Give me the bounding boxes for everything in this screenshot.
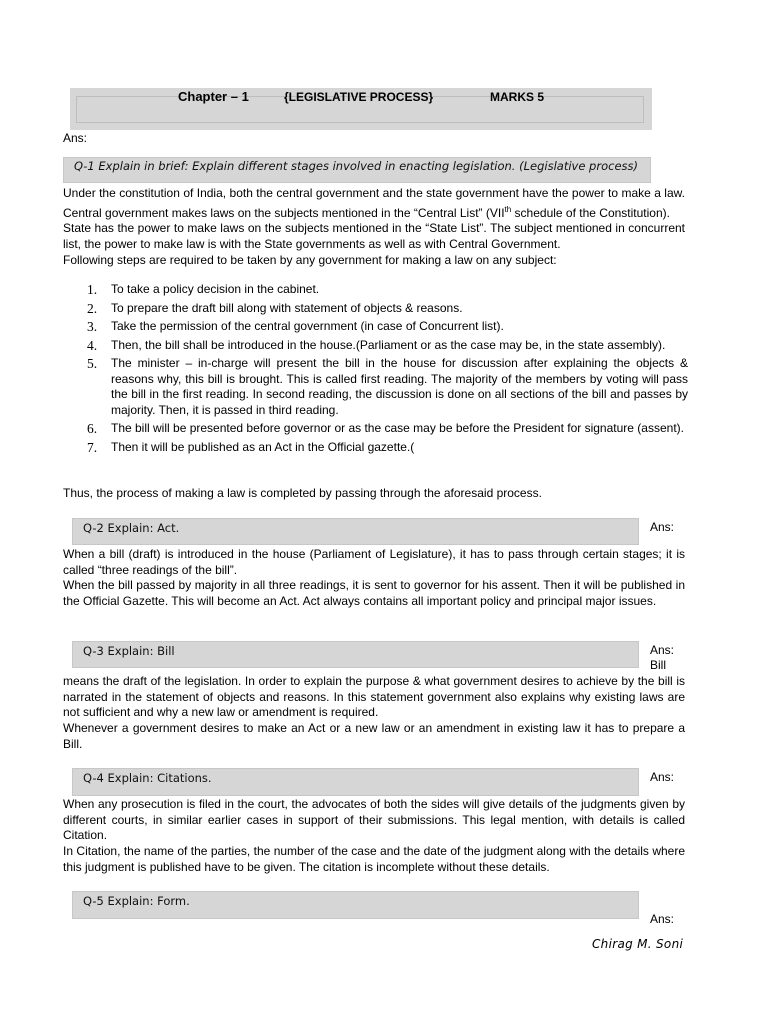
step-text: Then it will be published as an Act in the Official gazette.( bbox=[111, 439, 415, 454]
question-4-text: Q-4 Explain: Citations. bbox=[83, 771, 212, 785]
answer-paragraph: State has the power to make laws on the subjects mentioned in the “State List”. The subject mentioned in concurrent list, the power to make law is with the State governments as well as with Central Government. bbox=[63, 221, 685, 252]
question-1-answer bbox=[63, 186, 685, 269]
answer-paragraph: Following steps are required to be taken by any government for making a law on any subject: bbox=[63, 252, 557, 267]
question-2-answer bbox=[63, 547, 685, 610]
paragraph-text: schedule of the Constitution). bbox=[511, 205, 670, 220]
question-3-text: Q-3 Explain: Bill bbox=[83, 644, 175, 658]
question-2-box bbox=[72, 518, 639, 545]
step-item bbox=[63, 356, 688, 418]
chapter-number: Chapter – 1 bbox=[178, 89, 249, 104]
answer-label: Ans: bbox=[63, 131, 88, 145]
bill-word: Bill bbox=[650, 658, 667, 672]
answer-paragraph: When the bill passed by majority in all three readings, it is sent to governor for his assent. Then it will be published in the Official Gazette. This will become an Act. Act always contains all important policy and principal major issues. bbox=[63, 578, 685, 609]
step-text: To take a policy decision in the cabinet. bbox=[111, 282, 320, 296]
step-number: 4. bbox=[87, 337, 98, 353]
step-number: 2. bbox=[87, 300, 98, 316]
step-number: 3. bbox=[87, 319, 98, 334]
answer-paragraph: In Citation, the name of the parties, the number of the case and the date of the judgment along with the details where this judgment is published have to be given. The citation is incomplete without these details. bbox=[63, 844, 685, 874]
question-3-box bbox=[72, 641, 639, 668]
chapter-topic: {LEGISLATIVE PROCESS} bbox=[284, 90, 434, 104]
question-5-text: Q-5 Explain: Form. bbox=[83, 894, 190, 908]
question-4-answer bbox=[63, 797, 685, 876]
answer-label: Ans: bbox=[650, 912, 675, 926]
question-2-text: Q-2 Explain: Act. bbox=[83, 521, 180, 535]
step-item bbox=[63, 440, 688, 456]
question-5-box bbox=[72, 891, 639, 919]
answer-paragraph: means the draft of the legislation. In order to explain the purpose & what government desires to achieve by the bill is narrated in the statement of objects and reasons. In this statement government also explains why existing laws are not sufficient and why a new law or amendment is required. bbox=[63, 674, 685, 720]
answer-paragraph: When a bill (draft) is introduced in the house (Parliament of Legislature), it has to pass through certain stages; it is called “three readings of the bill”. bbox=[63, 547, 685, 577]
step-text: The minister – in-charge will present the bill in the house for discussion after explaining the objects & reasons why, this bill is brought. This is called first reading. The majority of the members by voting will pass the bill in the first reading. In second reading, the discussion is done on all sections of the bill and passes by majority. Then, it is passed in third reading. bbox=[111, 356, 688, 417]
answer-label: Ans: bbox=[650, 643, 675, 657]
step-item bbox=[63, 282, 688, 298]
step-text: Then, the bill shall be introduced in the house.(Parliament or as the case may be, in the state assembly). bbox=[111, 337, 666, 352]
question-3-answer bbox=[63, 674, 685, 753]
step-item bbox=[63, 338, 688, 354]
step-text: Take the permission of the central government (in case of Concurrent list). bbox=[111, 319, 504, 333]
conclusion-text: Thus, the process of making a law is completed by passing through the aforesaid process. bbox=[63, 486, 542, 500]
step-text: To prepare the draft bill along with statement of objects & reasons. bbox=[111, 300, 463, 315]
paragraph-text: Under the constitution of India, both the central government and the state government have the power to make a law. Central government makes laws on the subjects mentioned in the “Central List” (VII bbox=[63, 186, 685, 220]
question-4-box bbox=[72, 768, 639, 796]
answer-label: Ans: bbox=[650, 520, 675, 534]
step-number: 1. bbox=[87, 282, 98, 297]
question-1-conclusion bbox=[63, 486, 685, 502]
step-number: 7. bbox=[87, 439, 98, 455]
author-signature: Chirag M. Soni bbox=[592, 937, 684, 951]
step-number: 6. bbox=[87, 421, 98, 436]
step-item bbox=[63, 319, 688, 335]
step-number: 5. bbox=[87, 356, 98, 371]
answer-paragraph: When any prosecution is filed in the court, the advocates of both the sides will give details of the judgments given by different courts, in similar earlier cases in support of their submissions. This legal mention, with details is called Citation. bbox=[63, 797, 685, 843]
answer-paragraph: Whenever a government desires to make an Act or a new law or an amendment in existing law it has to prepare a Bill. bbox=[63, 721, 685, 751]
question-1-box bbox=[63, 157, 651, 183]
answer-label: Ans: bbox=[650, 770, 675, 784]
legislation-steps-list bbox=[63, 282, 688, 458]
step-text: The bill will be presented before governor or as the case may be before the President for signature (assent). bbox=[111, 421, 684, 435]
chapter-marks: MARKS 5 bbox=[490, 90, 545, 104]
superscript: th bbox=[504, 204, 512, 214]
answer-paragraph bbox=[63, 186, 685, 221]
step-item bbox=[63, 301, 688, 317]
step-item bbox=[63, 421, 688, 437]
question-1-text: Q-1 Explain in brief: Explain different stages involved in enacting legislation. (Legislative process) bbox=[74, 159, 638, 173]
